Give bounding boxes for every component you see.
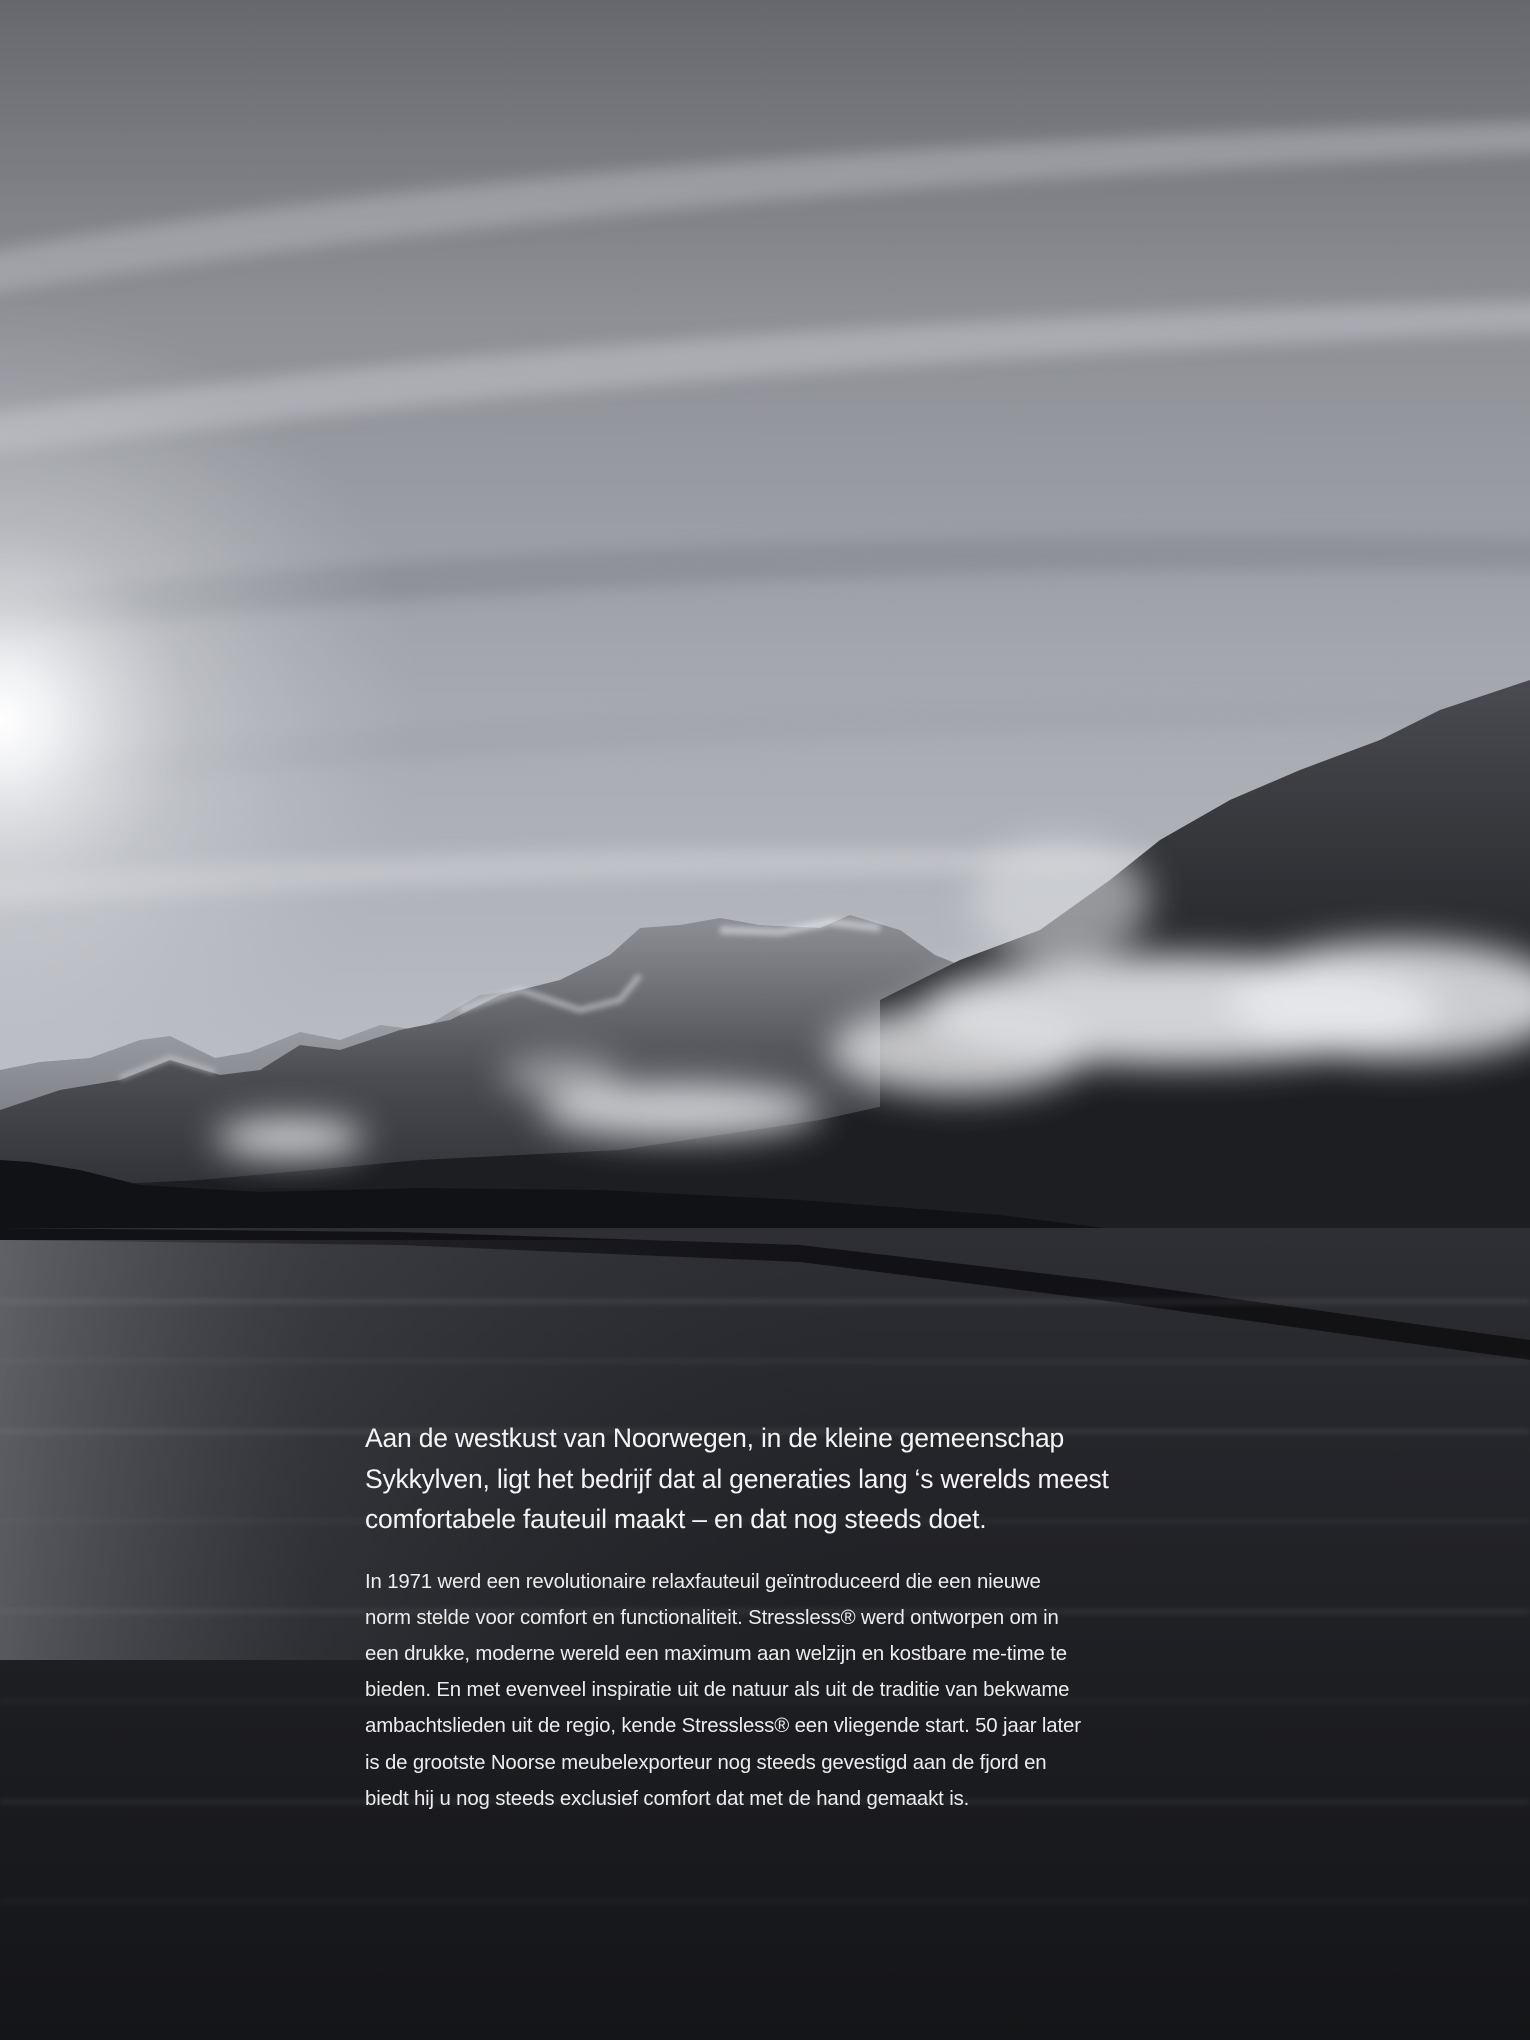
body-line: ambachtslieden uit de regio, kende Stressless® een vliegende start. 50 jaar later [365, 1715, 1081, 1738]
intro-line: comfortabele fauteuil maakt – en dat nog steeds doet. [365, 1504, 987, 1534]
body-paragraph [365, 1564, 1165, 1817]
intro-paragraph [365, 1418, 1165, 1540]
text-block [365, 1418, 1165, 1817]
body-line: norm stelde voor comfort en functionaliteit. Stressless® werd ontworpen om in [365, 1606, 1059, 1629]
body-line: biedt hij u nog steeds exclusief comfort dat met de hand gemaakt is. [365, 1787, 970, 1810]
intro-line: Aan de westkust van Noorwegen, in de kleine gemeenschap [365, 1423, 1065, 1453]
body-line: bieden. En met evenveel inspiratie uit de natuur als uit de traditie van bekwame [365, 1679, 1070, 1702]
body-line: In 1971 werd een revolutionaire relaxfauteuil geïntroduceerd die een nieuwe [365, 1570, 1041, 1593]
body-line: een drukke, moderne wereld een maximum aan welzijn en kostbare me-time te [365, 1642, 1067, 1665]
intro-line: Sykkylven, ligt het bedrijf dat al generaties lang ‘s werelds meest [365, 1463, 1109, 1494]
body-line: is de grootste Noorse meubelexporteur nog steeds gevestigd aan de fjord en [365, 1751, 1047, 1774]
